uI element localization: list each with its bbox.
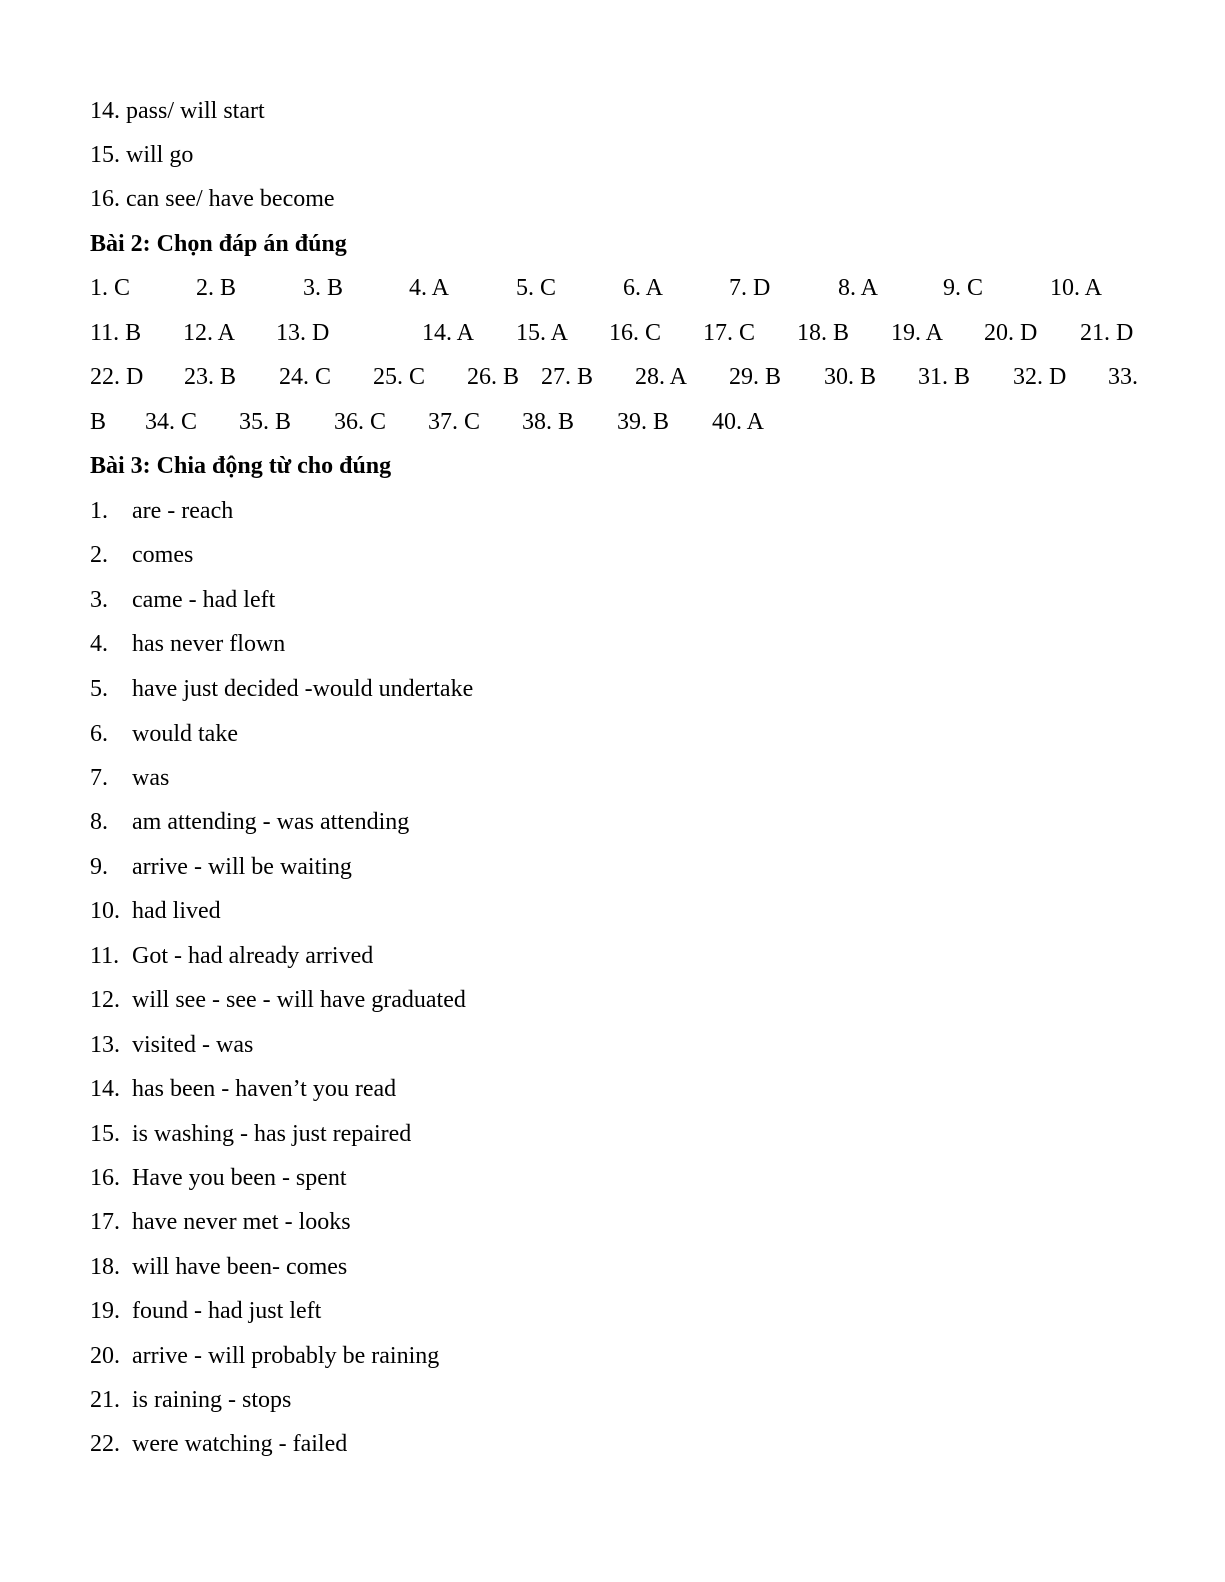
list-item-text: arrive - will be waiting [132,854,352,880]
answer-item: 14. A [422,320,475,346]
answer-item: 3. B [303,275,344,301]
answer-item: 9. C [943,275,984,301]
list-item-number: 6. [90,721,108,747]
part1-item-16: 16. can see/ have become [90,186,335,212]
answer-item: B [90,409,107,435]
list-item-text: will have been- comes [132,1254,348,1280]
answer-item: 25. C [373,364,426,390]
list-item-number: 1. [90,498,108,524]
list-item [90,541,193,569]
answer-item: 28. A [635,364,688,390]
bai3-heading: Bài 3: Chia động từ cho đúng [90,453,392,479]
answer-item: 23. B [184,364,237,390]
list-item-text: would take [132,721,238,747]
part1-item-14: 14. pass/ will start [90,98,265,124]
list-item [90,586,275,614]
list-item-number: 22. [90,1431,120,1457]
answer-item: 40. A [712,409,765,435]
list-item-number: 12. [90,987,120,1013]
list-item [90,1253,347,1281]
list-item-text: found - had just left [132,1298,322,1324]
answer-item: 10. A [1050,275,1103,301]
list-item-text: is washing - has just repaired [132,1121,412,1147]
answer-item: 29. B [729,364,782,390]
list-item [90,1164,347,1192]
list-item [90,1075,396,1103]
list-item-text: have just decided -would undertake [132,676,474,702]
list-item-text: was [132,765,170,791]
list-item-number: 19. [90,1298,120,1324]
answer-item: 34. C [145,409,198,435]
list-item-number: 17. [90,1209,120,1235]
list-item [90,942,373,970]
list-item-text: arrive - will probably be raining [132,1343,440,1369]
answer-item: 38. B [522,409,575,435]
list-item-number: 10. [90,898,120,924]
list-item-number: 11. [90,943,120,969]
list-item-number: 13. [90,1032,120,1058]
answer-item: 21. D [1080,320,1134,346]
answer-item: 11. B [90,320,142,346]
answer-item: 18. B [797,320,850,346]
list-item [90,630,285,658]
list-item [90,1297,321,1325]
list-item [90,1430,347,1458]
list-item-text: have never met - looks [132,1209,351,1235]
answer-item: 8. A [838,275,879,301]
list-item-text: Have you been - spent [132,1165,347,1191]
answer-item: 2. B [196,275,237,301]
list-item-number: 4. [90,631,108,657]
answer-item: 6. A [623,275,664,301]
list-item [90,808,409,836]
answer-item: 32. D [1013,364,1067,390]
list-item-text: visited - was [132,1032,254,1058]
answer-item: 26. B [467,364,520,390]
list-item [90,1208,351,1236]
list-item-number: 2. [90,542,108,568]
answer-item: 35. B [239,409,292,435]
list-item [90,897,221,925]
list-item-text: has been - haven’t you read [132,1076,397,1102]
answer-item: 20. D [984,320,1038,346]
list-item-text: am attending - was attending [132,809,410,835]
answer-item: 15. A [516,320,569,346]
list-item [90,675,473,703]
answer-item: 39. B [617,409,670,435]
list-item-number: 15. [90,1121,120,1147]
answer-item: 24. C [279,364,332,390]
answer-item: 27. B [541,364,594,390]
list-item-text: is raining - stops [132,1387,292,1413]
answer-item: 12. A [183,320,236,346]
list-item-number: 21. [90,1387,120,1413]
bai2-heading: Bài 2: Chọn đáp án đúng [90,231,347,257]
list-item [90,764,169,792]
list-item-number: 5. [90,676,108,702]
list-item-text: came - had left [132,587,276,613]
list-item [90,1120,411,1148]
answer-item: 13. D [276,320,330,346]
answer-item: 30. B [824,364,877,390]
answer-item: 36. C [334,409,387,435]
list-item [90,986,466,1014]
list-item-text: had lived [132,898,221,924]
list-item-number: 8. [90,809,108,835]
list-item [90,853,352,881]
answer-item: 31. B [918,364,971,390]
list-item [90,720,238,748]
answer-item: 22. D [90,364,144,390]
list-item-number: 9. [90,854,108,880]
list-item [90,497,233,525]
answer-item: 37. C [428,409,481,435]
answer-item: 33. [1108,364,1138,390]
list-item-number: 20. [90,1343,120,1369]
list-item-text: comes [132,542,194,568]
list-item-number: 18. [90,1254,120,1280]
answer-item: 19. A [891,320,944,346]
answer-item: 1. C [90,275,131,301]
answer-item: 16. C [609,320,662,346]
answer-item: 4. A [409,275,450,301]
list-item-text: will see - see - will have graduated [132,987,466,1013]
list-item-text: were watching - failed [132,1431,348,1457]
list-item-text: are - reach [132,498,234,524]
part1-item-15: 15. will go [90,142,194,168]
answer-item: 7. D [729,275,771,301]
list-item [90,1031,253,1059]
list-item-number: 7. [90,765,108,791]
list-item-number: 14. [90,1076,120,1102]
list-item-text: Got - had already arrived [132,943,374,969]
list-item-text: has never flown [132,631,286,657]
list-item-number: 16. [90,1165,120,1191]
answer-item: 17. C [703,320,756,346]
answer-item: 5. C [516,275,557,301]
list-item [90,1386,291,1414]
list-item-number: 3. [90,587,108,613]
list-item [90,1342,439,1370]
